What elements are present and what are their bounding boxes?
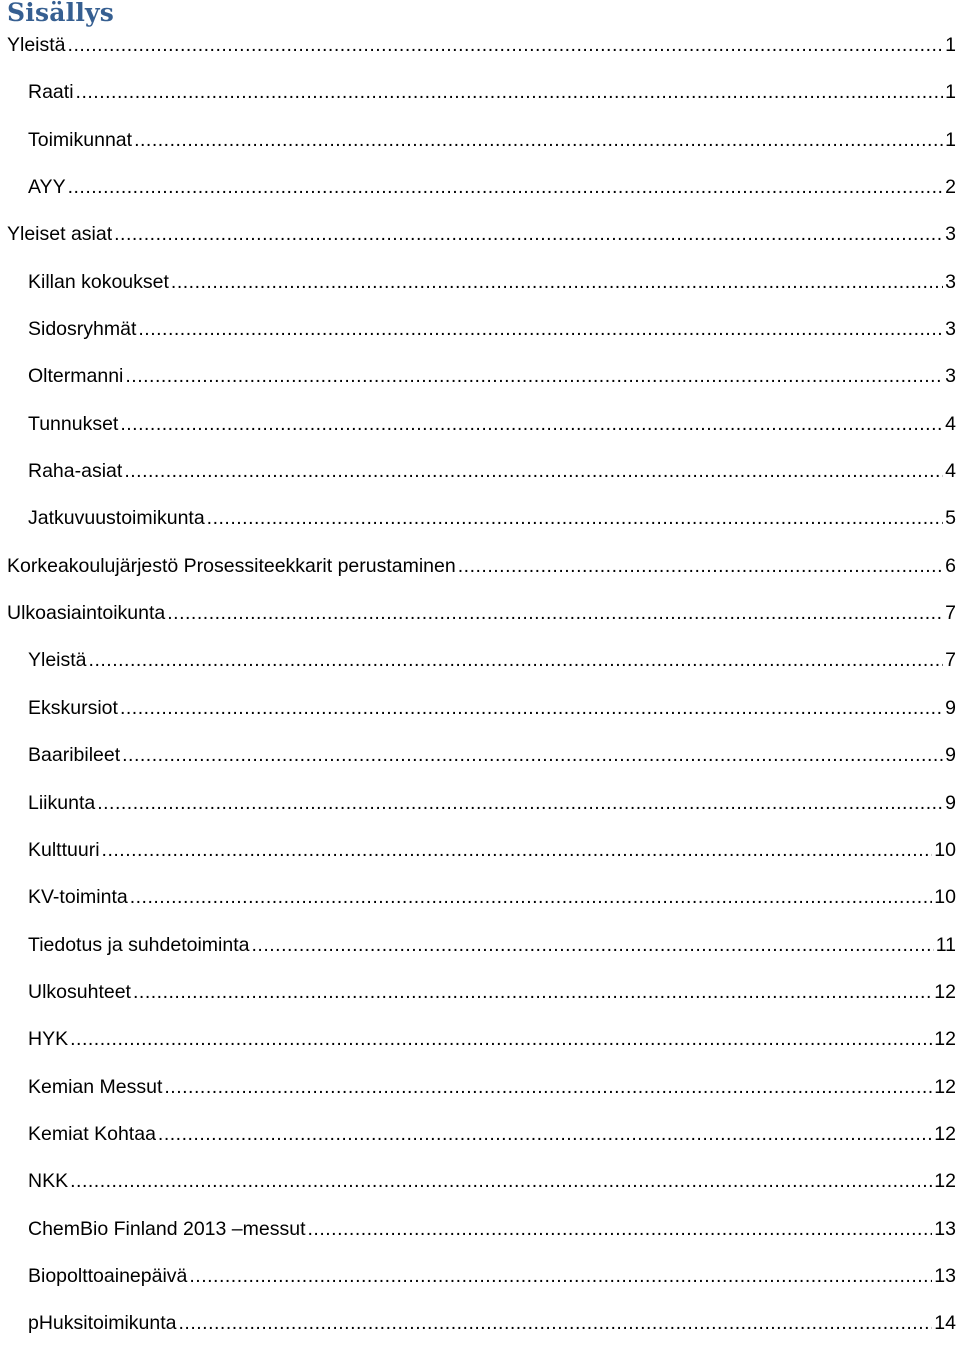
toc-entry-leader — [102, 835, 933, 865]
toc-entry[interactable] — [0, 930, 960, 977]
toc-entry[interactable] — [0, 409, 960, 456]
toc-entry-page-number: 5 — [945, 507, 956, 530]
toc-entry-text: HYK — [28, 1028, 69, 1051]
toc-entry-page-number: 12 — [934, 1122, 956, 1145]
toc-entry-page-number: 3 — [945, 318, 956, 341]
toc-entry-text: Yleiset asiat — [7, 223, 113, 246]
toc-entry-text: Kemian Messut — [28, 1075, 163, 1098]
toc-entry-page-number: 9 — [945, 791, 956, 814]
toc-entry-page-number: 4 — [945, 460, 956, 483]
toc-entry[interactable] — [0, 882, 960, 929]
toc-entry-text: Kulttuuri — [28, 838, 100, 861]
toc-entry-page-number: 11 — [935, 933, 956, 956]
toc-entry-page-number: 13 — [934, 1217, 956, 1240]
toc-entry-page-number: 3 — [945, 223, 956, 246]
toc-entry[interactable] — [0, 1119, 960, 1166]
toc-entry-leader — [207, 503, 943, 533]
toc-entry-leader — [178, 1308, 932, 1338]
toc-entry[interactable] — [0, 693, 960, 740]
toc-entry-text: Liikunta — [28, 791, 96, 814]
toc-entry[interactable] — [0, 503, 960, 550]
toc-entry-leader — [164, 1072, 932, 1102]
toc-entry-text: Ulkosuhteet — [28, 980, 131, 1003]
toc-entry-page-number: 12 — [934, 1170, 956, 1193]
toc-entry-text: Tunnukset — [28, 412, 119, 435]
toc-entry-page-number: 7 — [945, 602, 956, 625]
toc-entry-leader — [171, 267, 943, 297]
toc-entry[interactable] — [0, 125, 960, 172]
toc-entry-page-number: 14 — [934, 1312, 956, 1335]
toc-entry-text: KV-toiminta — [28, 886, 128, 909]
toc-entry[interactable] — [0, 1166, 960, 1213]
toc-entry[interactable] — [0, 30, 960, 77]
toc-entry-leader — [138, 314, 943, 344]
toc-entry[interactable] — [0, 645, 960, 692]
toc-entry-text: ChemBio Finland 2013 –messut — [28, 1217, 306, 1240]
toc-entry-leader — [70, 1024, 932, 1054]
toc-entry[interactable] — [0, 551, 960, 598]
toc-entry[interactable] — [0, 788, 960, 835]
toc-entry[interactable] — [0, 1308, 960, 1355]
toc-entry-leader — [308, 1214, 933, 1244]
toc-entry-page-number: 9 — [945, 696, 956, 719]
toc-entry-leader — [167, 598, 943, 628]
toc-entry[interactable] — [0, 835, 960, 882]
toc-entry[interactable] — [0, 456, 960, 503]
toc-entry-text: Ekskursiot — [28, 696, 118, 719]
toc-entry-leader — [125, 361, 943, 391]
toc-entry[interactable] — [0, 172, 960, 219]
toc-entry-leader — [134, 125, 943, 155]
toc-entry-leader — [189, 1261, 932, 1291]
toc-entry-text: Baaribileet — [28, 744, 121, 767]
toc-entry-page-number: 7 — [945, 649, 956, 672]
toc-entry-text: AYY — [28, 176, 66, 199]
toc-entry[interactable] — [0, 740, 960, 787]
toc-entry-leader — [68, 172, 944, 202]
toc-entry-page-number: 1 — [945, 34, 956, 56]
toc-entry-text: Yleistä — [7, 34, 66, 56]
toc-entry[interactable] — [0, 361, 960, 408]
toc-entry-page-number: 1 — [945, 81, 956, 104]
toc-entry-leader — [120, 693, 943, 723]
toc-entry-page-number: 6 — [945, 554, 956, 577]
toc-entry-leader — [158, 1119, 932, 1149]
toc-entry-page-number: 4 — [945, 412, 956, 435]
toc-entry-page-number: 10 — [934, 886, 956, 909]
toc-entry-leader — [114, 219, 943, 249]
toc-entry-leader — [120, 409, 943, 439]
toc-entry-text: Tiedotus ja suhdetoiminta — [28, 933, 250, 956]
toc-entry[interactable] — [0, 1214, 960, 1261]
toc-entry-page-number: 1 — [945, 128, 956, 151]
toc-entry-page-number: 12 — [934, 1028, 956, 1051]
toc-entry-leader — [458, 551, 943, 581]
toc-entry-text: Korkeakoulujärjestö Prosessiteekkarit perustaminen — [7, 554, 456, 577]
toc-title: Sisällys — [7, 0, 115, 27]
toc-entry[interactable] — [0, 267, 960, 314]
toc-entry-page-number: 12 — [934, 1075, 956, 1098]
toc-entry-page-number: 3 — [945, 365, 956, 388]
toc-entry-leader — [130, 882, 933, 912]
toc-entry-text: Biopolttoainepäivä — [28, 1264, 188, 1287]
toc-entry-leader — [76, 77, 944, 107]
toc-entry-text: Ulkoasiaintoikunta — [7, 602, 166, 625]
toc-entry[interactable] — [0, 77, 960, 124]
toc-entry-leader — [70, 1166, 932, 1196]
toc-entry[interactable] — [0, 219, 960, 266]
toc-entry-page-number: 13 — [934, 1264, 956, 1287]
toc-entry[interactable] — [0, 1024, 960, 1071]
toc-entry-leader — [252, 930, 934, 960]
toc-entry-leader — [124, 456, 943, 486]
toc-entry[interactable] — [0, 977, 960, 1024]
toc-entry-page-number: 10 — [934, 838, 956, 861]
toc-entry-text: Raha-asiat — [28, 460, 123, 483]
toc-entry-text: Jatkuvuustoimikunta — [28, 507, 205, 530]
toc-entry[interactable] — [0, 598, 960, 645]
toc-entry-text: Toimikunnat — [28, 128, 133, 151]
toc-entry-leader — [97, 788, 943, 818]
toc-entry[interactable] — [0, 1261, 960, 1308]
toc-entry-text: pHuksitoimikunta — [28, 1312, 177, 1335]
toc-entry-leader — [68, 30, 944, 60]
toc-entry-leader — [89, 645, 944, 675]
toc-entry-page-number: 12 — [934, 980, 956, 1003]
toc-entry-text: Kemiat Kohtaa — [28, 1122, 156, 1145]
toc-entry-page-number: 9 — [945, 744, 956, 767]
toc-entry-text: Sidosryhmät — [28, 318, 137, 341]
toc-list — [0, 30, 960, 1356]
toc-entry-text: Yleistä — [28, 649, 87, 672]
toc-entry-leader — [133, 977, 932, 1007]
toc-entry-page-number: 3 — [945, 270, 956, 293]
toc-entry[interactable] — [0, 1072, 960, 1119]
toc-entry-text: NKK — [28, 1170, 69, 1193]
toc-entry[interactable] — [0, 314, 960, 361]
toc-entry-page-number: 2 — [945, 176, 956, 199]
toc-entry-leader — [122, 740, 943, 770]
toc-entry-text: Killan kokoukset — [28, 270, 169, 293]
toc-entry-text: Oltermanni — [28, 365, 124, 388]
toc-entry-text: Raati — [28, 81, 74, 104]
